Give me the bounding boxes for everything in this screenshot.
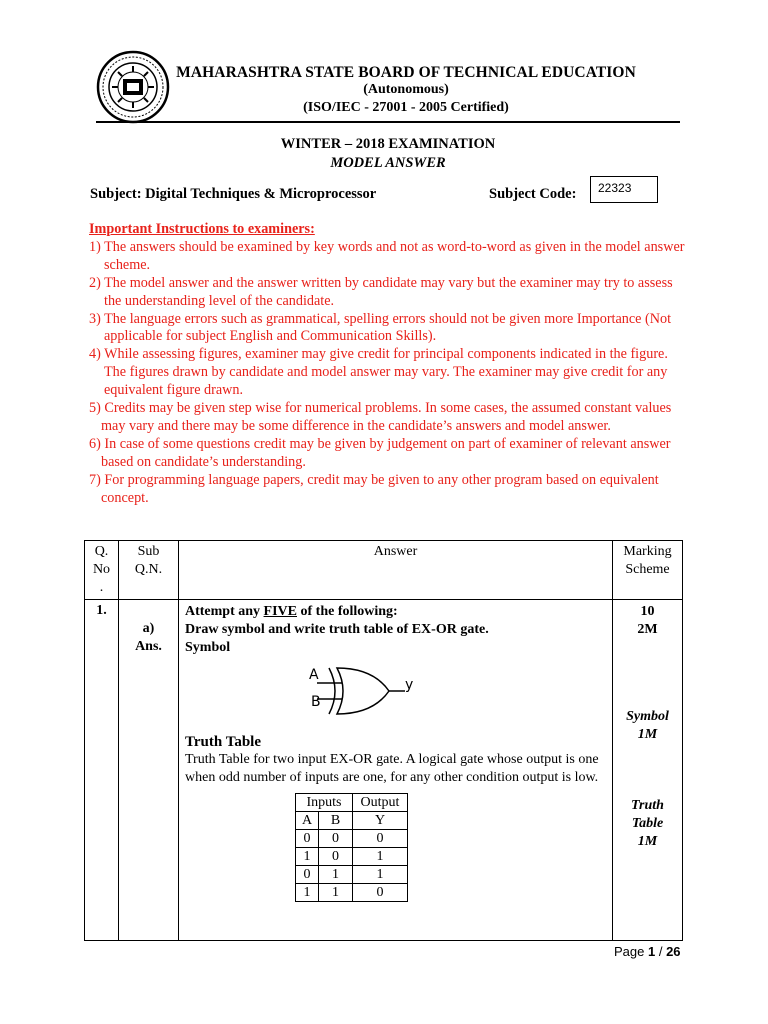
gate-input-b-label: B — [311, 694, 321, 710]
header-subqn: Sub Q.N. — [119, 541, 179, 600]
table-row: 0 0 0 — [296, 830, 408, 848]
msbte-logo — [96, 50, 170, 124]
table-row: 1 1 0 — [296, 884, 408, 902]
sub-question: a) Ans. — [119, 600, 179, 941]
marks-each: 2M — [637, 622, 658, 637]
answer-table — [84, 540, 683, 941]
exam-subtitle: MODEL ANSWER — [330, 155, 446, 171]
table-row — [85, 600, 683, 941]
header-answer: Answer — [179, 541, 613, 600]
instruction-item: 5) Credits may be given step wise for numerical problems. In some cases, the assumed constant values may vary and there may be some difference in the candidate’s answers and model answer. — [89, 400, 672, 434]
marking-cell — [613, 600, 683, 941]
truth-table-heading: Truth Table — [185, 734, 262, 750]
certification-label: (ISO/IEC - 27001 - 2005 Certified) — [303, 100, 509, 115]
symbol-heading: Symbol — [185, 640, 231, 655]
question-text: Draw symbol and write truth table of EX-OR gate. — [185, 622, 489, 637]
marks-total: 10 — [640, 604, 655, 619]
instruction-item: 3) The language errors such as grammatical, spelling errors should not be given more Importance (Not applicable for subject English and Communication Skills). — [89, 310, 672, 345]
instructions — [89, 221, 693, 508]
instruction-item: 4) While assessing figures, examiner may give credit for principal components indicated in the figure. The figures drawn by candidate and model answer may vary. The examiner may give credit for any equivalent figure drawn. — [89, 346, 668, 399]
header-rule — [96, 121, 680, 123]
gate-output-label: y — [405, 677, 414, 693]
xor-input-curve — [329, 668, 335, 714]
col-a-header: A — [296, 812, 319, 830]
instruction-item: 2) The model answer and the answer written by candidate may vary but the examiner may try to assess the understanding level of the candidate. — [89, 274, 673, 309]
subject-code-label: Subject Code: — [489, 186, 577, 202]
autonomous-label: (Autonomous) — [363, 82, 449, 97]
instruction-item: 1) The answers should be examined by key words and not as word-to-word as given in the model answer scheme. — [89, 238, 685, 273]
col-y-header: Y — [353, 812, 408, 830]
mark-truth-table: Truth Table 1M — [631, 798, 664, 849]
subject-name: Subject: Digital Techniques & Microprocessor — [90, 186, 377, 202]
subject-code-box: 22323 — [590, 176, 658, 203]
header-qno: Q. No . — [85, 541, 119, 600]
table-header-row — [85, 541, 683, 600]
header-marking: Marking Scheme — [613, 541, 683, 600]
table-row: 0 1 1 — [296, 866, 408, 884]
xor-gate-body — [337, 668, 389, 714]
board-name: MAHARASHTRA STATE BOARD OF TECHNICAL EDUCATION — [176, 64, 636, 81]
truth-table — [295, 793, 408, 902]
page-number: Page 1 / 26 — [614, 944, 681, 959]
exam-title: WINTER – 2018 EXAMINATION — [280, 136, 496, 152]
attempt-instruction: Attempt any FIVE of the following: — [185, 604, 398, 619]
col-b-header: B — [319, 812, 353, 830]
table-row: 1 0 1 — [296, 848, 408, 866]
answer-cell — [179, 600, 613, 941]
instruction-item: 7) For programming language papers, credit may be given to any other program based on equivalent concept. — [89, 471, 659, 506]
mark-symbol: Symbol 1M — [626, 709, 669, 742]
xor-gate-diagram — [289, 661, 469, 727]
instructions-title: Important Instructions to examiners: — [89, 221, 315, 237]
inputs-header: Inputs — [296, 794, 353, 812]
gate-input-a-label: A — [309, 667, 319, 683]
truth-table-description: Truth Table for two input EX-OR gate. A logical gate whose output is one when odd number of inputs are one, for any other condition output is low. — [185, 752, 599, 785]
question-number: 1. — [85, 600, 119, 941]
instruction-item: 6) In case of some questions credit may be given by judgement on part of examiner of relevant answer based on candidate’s understanding. — [89, 435, 671, 470]
output-header: Output — [353, 794, 408, 812]
